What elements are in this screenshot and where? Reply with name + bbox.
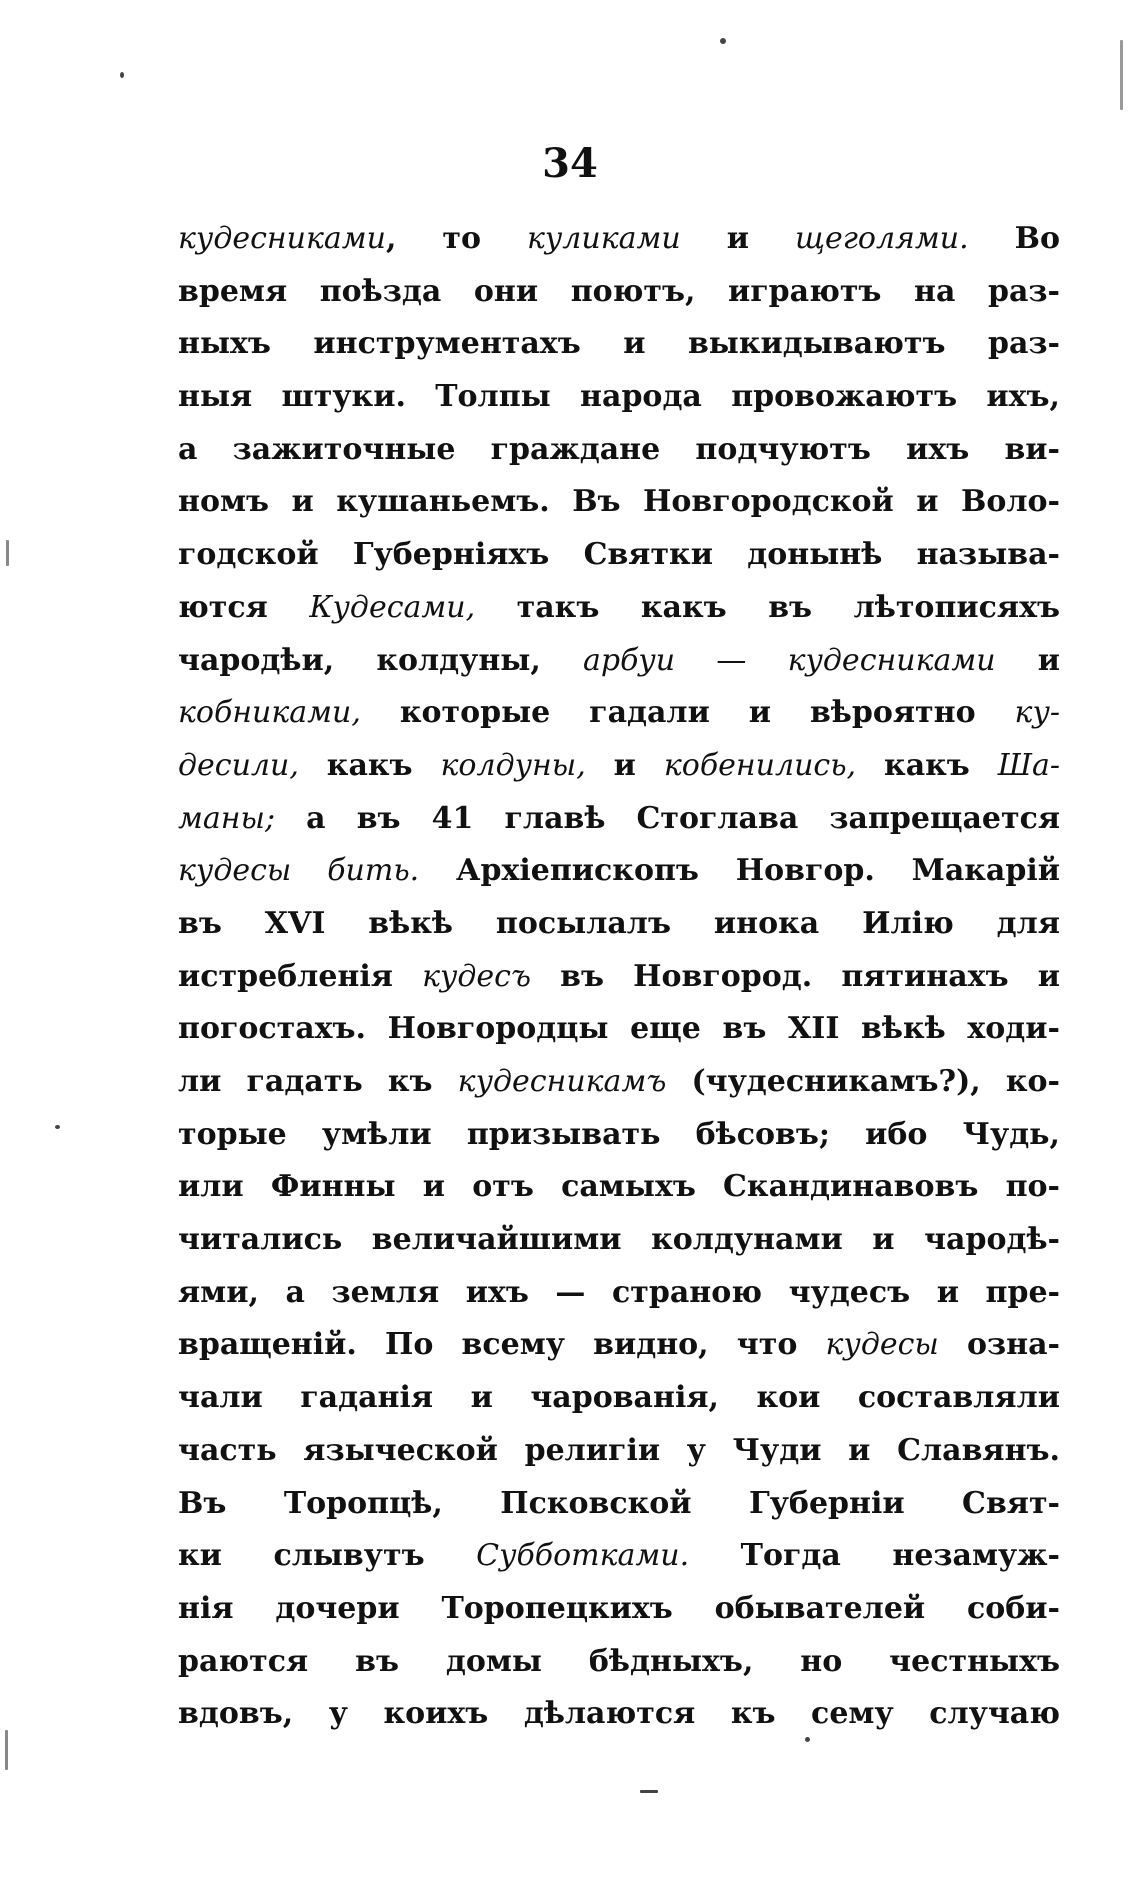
scan-speck [640,1790,658,1793]
text-line [178,1583,1060,1636]
text-segment: истребленія [178,958,423,994]
text-segment: а зажиточные граждане подчуютъ ихъ ви- [178,431,1060,467]
text-segment: и [680,221,795,256]
text-line [178,371,1060,424]
text-segment: вдовъ, у коихъ дѣлаются къ сему случаю [178,1696,1060,1732]
text-segment: раются въ домы бѣдныхъ, но честныхъ [178,1643,1060,1679]
text-segment: , то [385,221,527,256]
text-line [178,740,1060,793]
text-line [178,1478,1060,1531]
italic-text: куликами [526,221,681,256]
text-line [178,476,1060,529]
italic-text: Субботками. [476,1538,690,1574]
scan-speck [5,1730,8,1770]
text-segment: часть языческой религіи у Чуди и Славянъ. [178,1432,1060,1468]
text-segment: озна- [938,1327,1060,1363]
text-line [178,793,1060,846]
text-segment: ются [178,589,310,625]
text-line [178,318,1060,371]
text-segment: а въ 41 главѣ Стоглава запрещается [275,800,1060,836]
text-line [178,1109,1060,1162]
text-segment: чали гаданія и чарованія, кои составляли [178,1380,1060,1416]
text-line [178,1636,1060,1689]
text-line [178,635,1060,688]
text-line [178,582,1060,635]
text-segment: ныхъ инструментахъ и выкидываютъ раз- [178,326,1060,362]
italic-text: десили, [178,747,299,783]
text-segment: ки слывутъ [178,1538,477,1574]
text-segment: такъ какъ въ лѣтописяхъ [475,589,1060,625]
text-line [178,1161,1060,1214]
text-segment: въ XVI вѣкѣ посылалъ инока Илію для [178,905,1060,941]
text-segment: ями, а земля ихъ — страною чудесъ и пре- [178,1274,1060,1310]
italic-text: колдуны, [440,747,586,783]
text-line [178,1530,1060,1583]
text-line [178,266,1060,319]
text-line [178,1688,1060,1741]
text-segment: читались величайшими колдунами и чародѣ- [178,1222,1060,1258]
italic-text: маны; [178,800,276,836]
text-segment: Во [968,221,1061,256]
italic-text: кудесы [825,1327,939,1363]
text-segment: вращеній. По всему видно, что [178,1327,826,1363]
italic-text: кобниками, [178,695,361,731]
text-segment: (чудесникамъ?), ко- [666,1064,1060,1099]
text-segment: какъ [856,747,998,783]
text-segment: которые гадали и вѣроятно [360,695,1015,731]
text-line [178,845,1060,898]
body-text [178,213,1060,1741]
text-segment: въ Новгород. пятинахъ и [530,958,1060,994]
text-segment: номъ и кушаньемъ. Въ Новгородской и Воло- [178,484,1060,520]
italic-text: кудесы бить. [178,853,420,889]
text-segment: Тогда незамуж- [689,1538,1060,1574]
text-segment: погостахъ. Новгородцы еще въ XII вѣкѣ ходи- [178,1011,1060,1047]
scan-speck [805,1737,810,1742]
text-segment: и [585,747,664,783]
text-segment: нія дочери Торопецкихъ обывателей соби- [178,1590,1060,1626]
text-segment: какъ [298,747,441,783]
text-segment: чародѣи, колдуны, [178,642,583,678]
text-segment: торые умѣли призывать бѣсовъ; ибо Чудь, [178,1116,1060,1152]
text-segment: или Финны и отъ самыхъ Скандинавовъ по- [178,1169,1060,1205]
text-line [178,951,1060,1004]
scan-speck [720,38,726,44]
italic-text: Кудесами, [309,589,476,625]
italic-text: кудесниками [178,221,386,256]
scan-speck [1120,40,1123,110]
page-number: 34 [542,140,598,187]
italic-text: Ша- [997,747,1061,783]
scan-speck [6,540,9,566]
text-segment: ли гадать къ [178,1064,458,1099]
scan-speck [55,1125,60,1129]
text-segment: время поѣзда они поютъ, играютъ на раз- [178,273,1060,309]
text-line [178,529,1060,582]
italic-text: ку- [1014,695,1060,731]
text-line [178,1319,1060,1372]
text-segment: ныя штуки. Толпы народа провожаютъ ихъ, [178,379,1060,415]
text-line [178,1003,1060,1056]
italic-text: арбуи — кудесниками [582,642,996,678]
text-line [178,213,1060,266]
text-segment: Архіепископъ Новгор. Макарій [419,853,1060,889]
scan-speck [120,72,124,78]
text-segment: Въ Торопцѣ, Псковской Губерніи Свят- [178,1485,1060,1521]
text-line [178,1056,1060,1109]
italic-text: кобенились, [663,747,857,783]
text-segment: и [995,642,1060,678]
text-line [178,1214,1060,1267]
text-segment: годской Губерніяхъ Святки донынѣ называ- [178,537,1060,573]
text-line [178,1425,1060,1478]
italic-text: щеголями. [794,221,969,256]
text-line [178,1267,1060,1320]
text-line [178,424,1060,477]
text-line [178,687,1060,740]
italic-text: кудесникамъ [457,1064,667,1099]
text-line [178,898,1060,951]
italic-text: кудесъ [422,958,531,994]
text-line [178,1372,1060,1425]
